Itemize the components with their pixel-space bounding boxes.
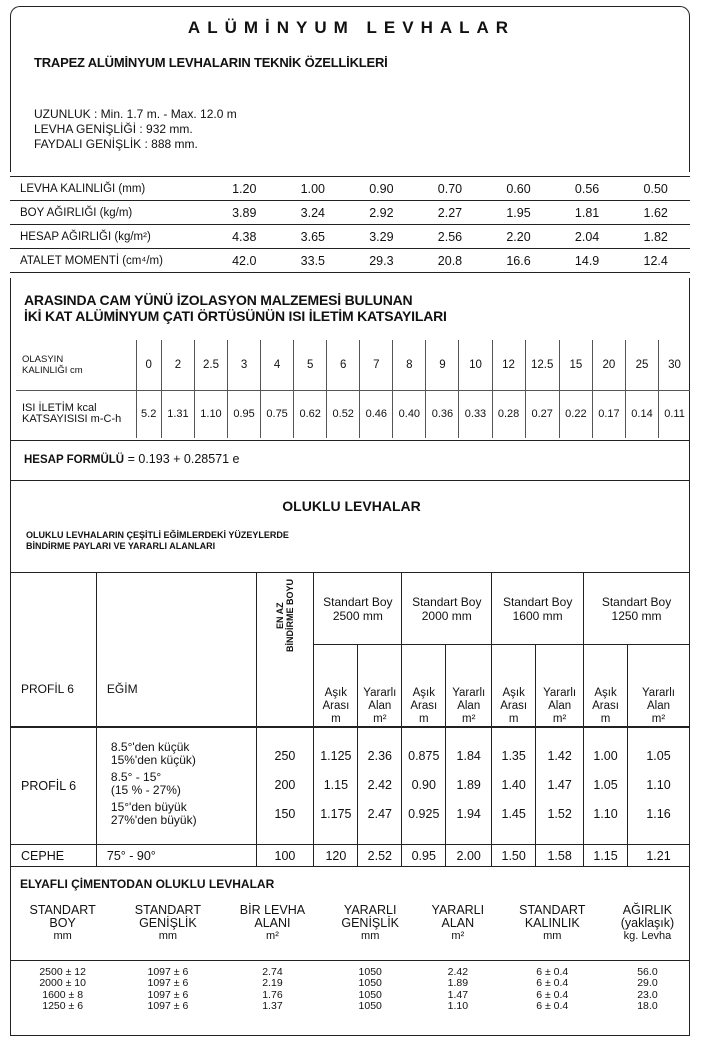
cephe-bindirme: 100 [256, 845, 314, 867]
formula [24, 452, 240, 466]
bindirme-value: 200 [274, 778, 296, 793]
oluklu-subheading-line1: OLUKLU LEVHALARIN ÇEŞİTLİ EĞİMLERDEKİ YÜZEYLERDE [26, 530, 289, 540]
sub-yararli-header [628, 645, 690, 727]
elyafli-header [500, 898, 605, 960]
elyafli-value: 1600 ± 8 [42, 988, 84, 1001]
elyafli-value: 1.10 [447, 1000, 469, 1012]
col-bindirme-header [256, 573, 314, 727]
elyafli-value: 2.42 [447, 965, 469, 978]
sub-yararli-line: Alan [548, 699, 572, 712]
cephe-slope: 75° - 90° [96, 845, 256, 867]
page-title: ALÜMİNYUM LEVHALAR [187, 18, 516, 37]
value-cell [584, 727, 628, 845]
elyafli-header [416, 898, 500, 960]
elyafli-header-line1: YARARLI [343, 903, 397, 917]
value: 1.84 [456, 749, 481, 764]
trapez-cell: 3.24 [279, 201, 348, 225]
elyafli-header [605, 898, 690, 960]
thickness-cell: 2.5 [194, 340, 227, 390]
thickness-label-line2: KALINLIĞI cm [22, 364, 83, 376]
thickness-cell: 12.5 [525, 340, 559, 390]
thickness-cell: 6 [327, 340, 360, 390]
sub-asik-line: Aşık [502, 686, 525, 699]
elyafli-header-line1: AĞIRLIK [622, 903, 673, 917]
coef-label [16, 390, 136, 438]
group-label: Standart Boy [323, 594, 393, 609]
trapez-cell: 33.5 [279, 249, 348, 273]
elyafli-value: 23.0 [637, 988, 658, 1001]
elyafli-header-unit: mm [53, 930, 72, 942]
elyafli-value: 1050 [358, 965, 382, 978]
trapez-cell: 14.9 [553, 249, 622, 273]
elyafli-column [221, 960, 325, 1013]
col-profil-header: PROFİL 6 [11, 573, 97, 727]
trapez-row [10, 201, 690, 225]
elyafli-column [416, 960, 500, 1013]
cephe-value: 0.95 [402, 845, 446, 867]
spec-sheet-width: LEVHA GENİŞLİĞİ : 932 mm. [34, 122, 193, 136]
value: 1.175 [320, 807, 352, 822]
trapez-cell: 2.92 [347, 201, 416, 225]
elyafli-header [115, 898, 220, 960]
coef-cell: 0.33 [459, 390, 492, 438]
value: 2.36 [367, 749, 392, 764]
trapez-row [10, 225, 690, 249]
isolation-heading-line1: ARASINDA CAM YÜNÜ İZOLASYON MALZEMESİ BULUNAN [24, 292, 413, 308]
coef-label-line1: ISI İLETİM kcal [22, 402, 97, 415]
thickness-cell: 5 [294, 340, 327, 390]
sub-yararli-line: Alan [646, 699, 671, 712]
thickness-cell: 9 [426, 340, 459, 390]
trapez-cell: 29.3 [347, 249, 416, 273]
elyafli-header-unit: mm [361, 930, 380, 942]
trapez-cell: 2.20 [484, 225, 553, 249]
thickness-cell: 15 [559, 340, 592, 390]
col-bindirme-line2: BİNDİRME BOYU [284, 579, 295, 653]
elyafli-value: 1097 ± 6 [147, 977, 189, 989]
oluklu-heading: OLUKLU LEVHALAR [282, 498, 421, 514]
elyafli-header-line1: STANDART [29, 903, 96, 917]
sub-yararli-line: m² [462, 712, 476, 725]
thickness-cell: 0 [136, 340, 161, 390]
elyafli-column [115, 960, 220, 1013]
elyafli-value: 29.0 [637, 977, 658, 989]
sub-yararli-line: Yararlı [641, 686, 676, 699]
sub-yararli-line: m² [651, 712, 666, 725]
elyafli-header-line2: (yaklaşık) [620, 916, 675, 930]
trapez-cell: 3.89 [210, 201, 279, 225]
cephe-value: 1.15 [584, 845, 628, 867]
trapez-row [10, 177, 690, 201]
sub-yararli-header [446, 645, 492, 727]
elyafli-header [324, 898, 416, 960]
elyafli-header-line1: STANDART [134, 903, 201, 917]
elyafli-column [324, 960, 416, 1013]
oluklu-table [10, 572, 690, 867]
trapez-row-label: BOY AĞIRLIĞI (kg/m) [10, 201, 210, 225]
value: 1.89 [456, 778, 481, 793]
sub-asik-line: Arası [500, 699, 528, 712]
trapez-cell: 3.29 [347, 225, 416, 249]
oluklu-subheading [26, 530, 289, 552]
trapez-cell: 1.20 [210, 177, 279, 201]
trapez-cell: 0.50 [621, 177, 690, 201]
thickness-cell: 20 [592, 340, 625, 390]
sub-asik-line: Aşık [324, 686, 348, 699]
coef-cell: 0.17 [592, 390, 625, 438]
thickness-cell: 7 [360, 340, 393, 390]
cephe-value: 1.50 [492, 845, 536, 867]
value: 1.10 [593, 807, 618, 822]
cephe-value: 2.00 [446, 845, 492, 867]
coef-label-line2: KATSAYISISI m-C-h [22, 413, 122, 426]
elyafli-value: 1.89 [447, 977, 469, 989]
sub-yararli-line: Yararlı [452, 686, 486, 699]
divider [10, 440, 690, 441]
thickness-cell: 30 [659, 340, 690, 390]
elyafli-header-line2: ALAN [441, 916, 475, 930]
thickness-cell: 3 [228, 340, 261, 390]
group-size: 1250 mm [611, 608, 662, 623]
trapez-row-label: ATALET MOMENTİ (cm⁴/m) [10, 249, 210, 273]
value-cell [536, 727, 584, 845]
sub-yararli-line: Alan [457, 699, 481, 712]
slope-line1: 8.5°'den küçük [110, 739, 190, 754]
group-label: Standart Boy [502, 594, 573, 609]
value: 2.47 [367, 807, 392, 822]
cephe-value: 120 [314, 845, 358, 867]
trapez-cell: 2.04 [553, 225, 622, 249]
value: 2.42 [367, 778, 392, 793]
coef-cell: 1.31 [161, 390, 194, 438]
value: 0.90 [411, 778, 436, 793]
coef-cell: 0.14 [625, 390, 658, 438]
elyafli-header [10, 898, 115, 960]
group-label: Standart Boy [601, 594, 672, 609]
trapez-cell: 0.60 [484, 177, 553, 201]
trapez-cell: 3.65 [279, 225, 348, 249]
group-size: 2000 mm [421, 608, 472, 623]
coef-cell: 0.46 [360, 390, 393, 438]
sub-asik-line: Arası [592, 699, 619, 712]
value-cell [358, 727, 402, 845]
sub-asik-header [314, 645, 358, 727]
value: 1.05 [593, 778, 618, 793]
sub-asik-line: Aşık [412, 686, 435, 699]
value: 1.94 [456, 807, 481, 822]
trapez-row [10, 249, 690, 273]
value: 1.35 [501, 749, 526, 764]
elyafli-value: 6 ± 0.4 [536, 977, 569, 989]
trapez-row-label: HESAP AĞIRLIĞI (kg/m²) [10, 225, 210, 249]
slope-line2: 15%'den küçük) [110, 753, 196, 768]
trapez-cell: 4.38 [210, 225, 279, 249]
coef-cell: 1.10 [194, 390, 227, 438]
col-egim-header: EĞİM [96, 573, 256, 727]
slope-line2: 27%'den büyük) [110, 813, 197, 828]
coef-cell: 0.52 [327, 390, 360, 438]
elyafli-table [10, 898, 690, 1013]
value: 0.925 [408, 807, 440, 822]
coef-cell: 0.62 [294, 390, 327, 438]
trapez-row-label: LEVHA KALINLIĞI (mm) [10, 177, 210, 201]
elyafli-heading: ELYAFLI ÇİMENTODAN OLUKLU LEVHALAR [20, 877, 275, 891]
bindirme-value: 250 [274, 749, 296, 764]
slope-line1: 15°'den büyük [110, 799, 187, 814]
slope-entry [111, 771, 256, 798]
elyafli-value: 1.47 [447, 988, 469, 1001]
sub-asik-line: m [331, 712, 341, 725]
value: 0.875 [408, 749, 440, 764]
isolation-heading [24, 292, 447, 324]
cephe-label: CEPHE [11, 845, 97, 867]
coef-cell: 0.22 [559, 390, 592, 438]
thickness-cell: 8 [393, 340, 426, 390]
profil-row-label: PROFİL 6 [11, 727, 97, 845]
coef-cell: 0.27 [525, 390, 559, 438]
coef-cell: 0.95 [228, 390, 261, 438]
elyafli-header-unit: m² [266, 930, 279, 942]
elyafli-value: 1097 ± 6 [147, 988, 189, 1001]
group-1600 [492, 573, 584, 645]
trapez-cell: 42.0 [210, 249, 279, 273]
elyafli-value: 6 ± 0.4 [536, 1000, 569, 1012]
value-cell [492, 727, 536, 845]
elyafli-header-line2: GENİŞLİK [139, 916, 197, 930]
cephe-value: 2.52 [358, 845, 402, 867]
value: 1.42 [547, 749, 572, 764]
trapez-cell: 0.90 [347, 177, 416, 201]
elyafli-column [605, 960, 690, 1013]
sub-asik-header [584, 645, 628, 727]
thickness-cell: 4 [261, 340, 294, 390]
sub-yararli-line: m² [552, 712, 567, 725]
thickness-cell: 25 [625, 340, 658, 390]
value: 1.00 [593, 749, 618, 764]
sub-yararli-line: Yararlı [543, 686, 577, 699]
elyafli-value: 1050 [358, 977, 382, 989]
elyafli-value: 1.37 [262, 1000, 283, 1012]
group-size: 1600 mm [512, 608, 563, 623]
trapez-cell: 2.27 [416, 201, 485, 225]
elyafli-value: 2000 ± 10 [39, 977, 86, 989]
group-2000 [402, 573, 492, 645]
value: 1.45 [501, 807, 526, 822]
elyafli-value: 2.74 [262, 965, 283, 978]
sub-yararli-line: Yararlı [363, 686, 397, 699]
elyafli-value: 6 ± 0.4 [536, 965, 569, 978]
col-bindirme-label [275, 579, 295, 652]
sub-asik-line: m [418, 712, 429, 725]
sub-asik-line: m [600, 712, 611, 725]
coef-cell: 0.36 [426, 390, 459, 438]
elyafli-value: 1250 ± 6 [42, 1000, 84, 1012]
elyafli-value: 1097 ± 6 [147, 965, 189, 978]
thickness-label-line1: OLASYIN [22, 353, 64, 365]
trapez-cell: 1.95 [484, 201, 553, 225]
sub-asik-header [492, 645, 536, 727]
sub-yararli-line: Alan [368, 699, 392, 712]
elyafli-value: 56.0 [637, 965, 658, 978]
bindirme-cell [256, 727, 314, 845]
trapez-cell: 0.70 [416, 177, 485, 201]
group-size: 2500 mm [332, 608, 383, 623]
sub-yararli-header [536, 645, 584, 727]
value: 1.10 [646, 778, 671, 793]
slope-cell [96, 727, 256, 845]
cephe-value: 1.58 [536, 845, 584, 867]
elyafli-column [500, 960, 605, 1013]
value-cell [446, 727, 492, 845]
coef-cell: 5.2 [136, 390, 161, 438]
value: 1.16 [646, 807, 671, 822]
thickness-label [16, 340, 136, 390]
value-cell [628, 727, 690, 845]
isolation-heading-line2: İKİ KAT ALÜMİNYUM ÇATI ÖRTÜSÜNÜN ISI İLETİM KATSAYILARI [24, 308, 447, 324]
spec-length: UZUNLUK : Min. 1.7 m. - Max. 12.0 m [34, 107, 237, 121]
value-cell [314, 727, 358, 845]
trapez-cell: 1.62 [621, 201, 690, 225]
elyafli-header-line2: GENİŞLİK [341, 916, 400, 930]
trapez-cell: 1.00 [279, 177, 348, 201]
value: 1.05 [646, 749, 671, 764]
elyafli-value: 18.0 [637, 1000, 658, 1012]
elyafli-value: 2.19 [262, 977, 283, 989]
slope-entry [111, 741, 256, 768]
trapez-cell: 0.56 [553, 177, 622, 201]
thickness-cell: 10 [459, 340, 492, 390]
col-bindirme-line1: EN AZ [274, 602, 285, 629]
coef-cell: 0.28 [492, 390, 525, 438]
trapez-cell: 1.81 [553, 201, 622, 225]
trapez-cell: 16.6 [484, 249, 553, 273]
elyafli-header-unit: mm [543, 930, 562, 942]
slope-line1: 8.5° - 15° [110, 769, 162, 784]
formula-value: = 0.193 + 0.28571 e [127, 452, 240, 466]
trapez-specs [34, 107, 237, 152]
elyafli-column [10, 960, 115, 1013]
trapez-cell: 12.4 [621, 249, 690, 273]
trapez-cell: 20.8 [416, 249, 485, 273]
trapez-table [10, 176, 690, 273]
sub-asik-line: m [508, 712, 519, 725]
elyafli-header-line2: KALINLIK [524, 916, 580, 930]
elyafli-header-line1: STANDART [519, 903, 586, 917]
formula-label: HESAP FORMÜLÜ [24, 454, 125, 466]
elyafli-header-unit: mm [158, 930, 178, 942]
coef-cell: 0.40 [393, 390, 426, 438]
sub-asik-header [402, 645, 446, 727]
elyafli-header-unit: kg. Levha [623, 930, 672, 942]
thickness-cell: 12 [492, 340, 525, 390]
spec-useful-width: FAYDALI GENİŞLİK : 888 mm. [34, 137, 198, 151]
isolation-table [16, 340, 690, 438]
value: 1.40 [501, 778, 526, 793]
value-cell [402, 727, 446, 845]
elyafli-header-unit: m² [451, 930, 465, 942]
sub-asik-line: Aşık [594, 686, 617, 699]
coef-cell: 0.75 [261, 390, 294, 438]
elyafli-value: 1050 [358, 1000, 382, 1012]
elyafli-value: 6 ± 0.4 [536, 988, 569, 1001]
trapez-heading: TRAPEZ ALÜMİNYUM LEVHALARIN TEKNİK ÖZELLİKLERİ [34, 55, 388, 70]
elyafli-value: 1050 [358, 988, 382, 1001]
elyafli-value: 2500 ± 12 [39, 965, 86, 978]
slope-entry [111, 801, 256, 828]
bindirme-value: 150 [274, 807, 296, 822]
value: 1.15 [323, 778, 349, 793]
sub-asik-line: Arası [410, 699, 438, 712]
elyafli-header-line2: BOY [49, 916, 76, 930]
elyafli-value: 1.76 [262, 988, 283, 1001]
cephe-value: 1.21 [628, 845, 690, 867]
elyafli-header-line2: ALANI [254, 916, 291, 930]
group-1250 [584, 573, 690, 645]
slope-line2: (15 % - 27%) [110, 783, 181, 798]
sub-yararli-line: m² [373, 712, 387, 725]
value: 1.125 [320, 749, 352, 764]
group-2500 [314, 573, 402, 645]
trapez-cell: 2.56 [416, 225, 485, 249]
elyafli-header-line1: BİR LEVHA [239, 903, 306, 917]
elyafli-header [221, 898, 325, 960]
elyafli-header-line1: YARARLI [431, 903, 485, 917]
coef-cell: 0.11 [659, 390, 690, 438]
sub-asik-line: Arası [322, 699, 350, 712]
divider [10, 866, 690, 867]
oluklu-subheading-line2: BİNDİRME PAYLARI VE YARARLI ALANLARI [26, 541, 216, 551]
thickness-cell: 2 [161, 340, 194, 390]
elyafli-value: 1097 ± 6 [147, 1000, 189, 1012]
trapez-cell: 1.82 [621, 225, 690, 249]
value: 1.52 [547, 807, 572, 822]
value: 1.47 [547, 778, 572, 793]
sub-yararli-header [358, 645, 402, 727]
group-label: Standart Boy [412, 594, 482, 609]
